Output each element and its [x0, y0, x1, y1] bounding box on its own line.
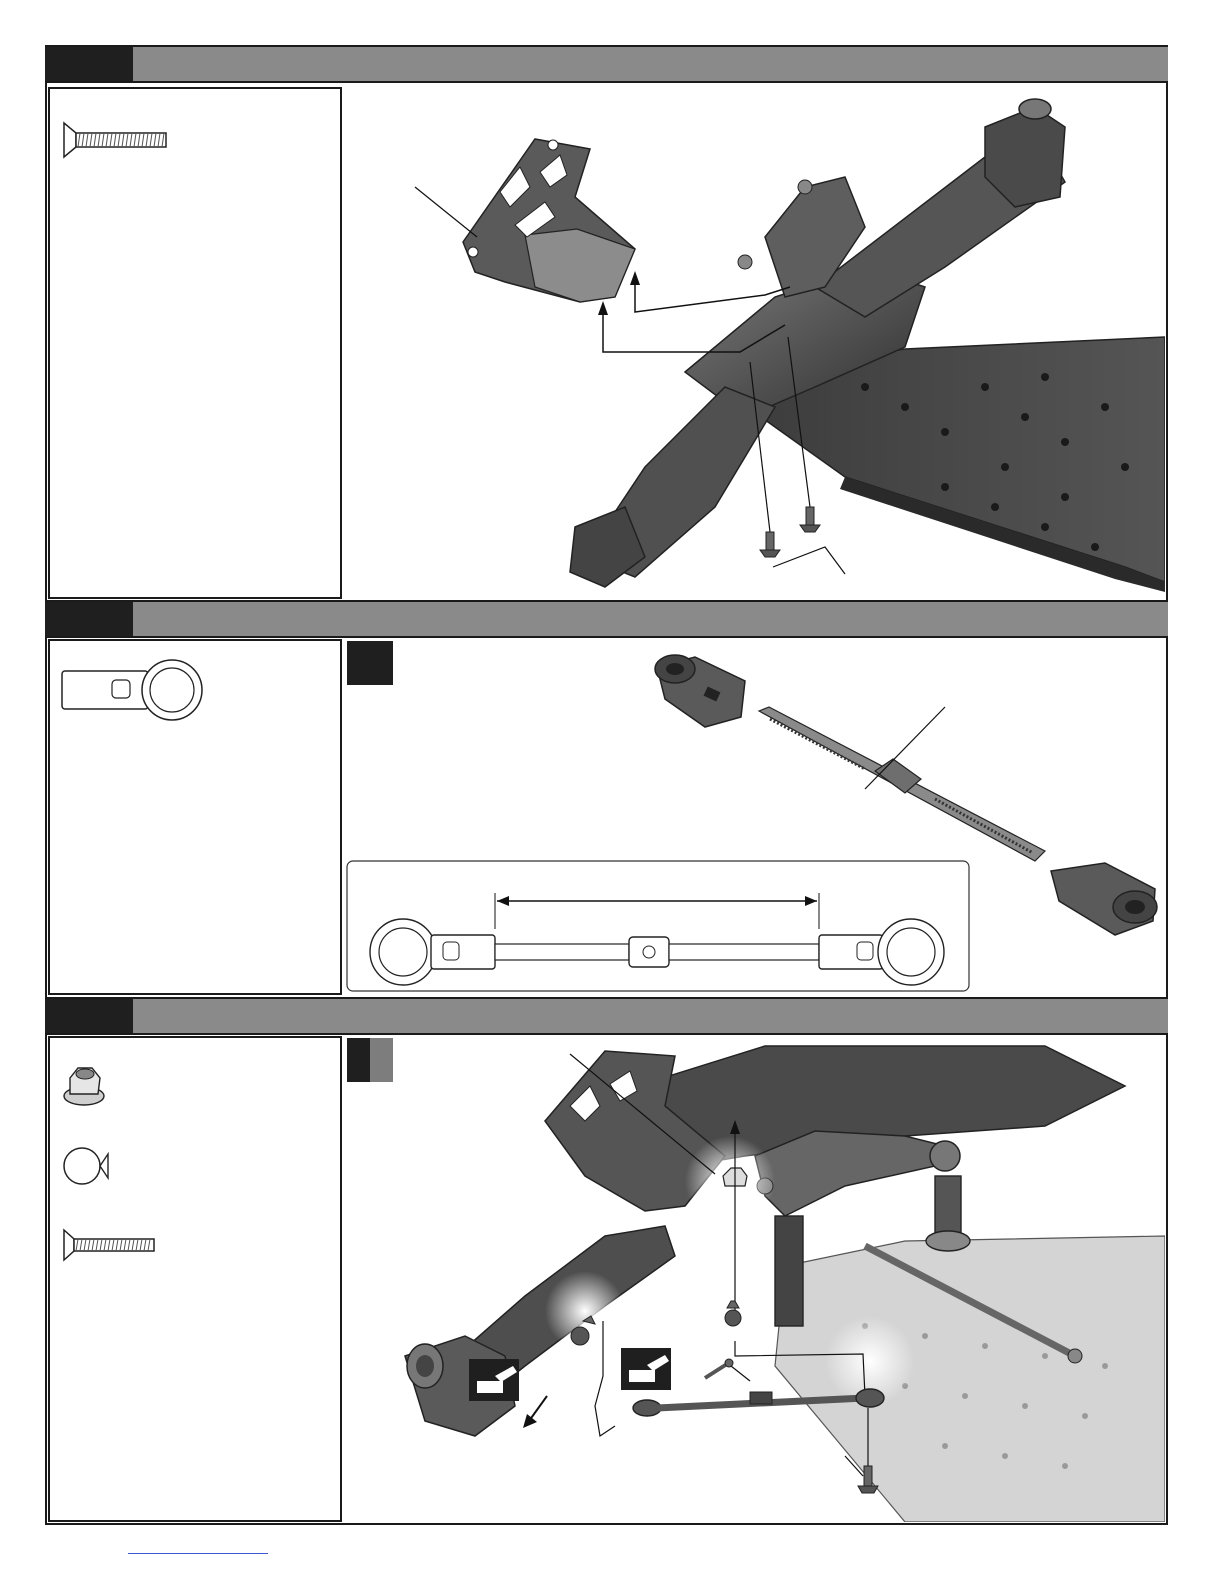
tie-rod-drawing	[345, 639, 1165, 995]
flat-head-screw-icon	[50, 89, 340, 179]
bumper-chassis-drawing	[345, 87, 1165, 599]
flat-head-screw-icon	[800, 507, 820, 532]
step-number	[45, 999, 133, 1033]
pivot-ball-icon	[64, 1148, 108, 1184]
step-header	[45, 45, 1168, 83]
step-tie-rod	[45, 600, 1168, 997]
assembly-illustration	[345, 1036, 1165, 1522]
front-bumper	[463, 139, 635, 302]
parts-box	[48, 639, 342, 995]
parts-box	[48, 1036, 342, 1522]
parts-box	[48, 87, 342, 599]
step-header	[45, 600, 1168, 638]
step-steering-link	[45, 997, 1168, 1525]
flat-head-screw-icon	[64, 1230, 154, 1260]
step-number	[45, 47, 133, 81]
flanged-lock-nut-icon	[64, 1068, 104, 1105]
step-header	[45, 997, 1168, 1035]
step-front-bumper	[45, 45, 1168, 600]
rod-end-bottom	[1051, 863, 1157, 935]
rod-end-icon	[50, 641, 340, 731]
steering-link-drawing	[345, 1036, 1165, 1522]
sub-step-tab	[347, 641, 393, 685]
flat-head-screw-icon	[760, 532, 780, 557]
sub-step-tab	[347, 1038, 393, 1082]
parts-list-drawing	[50, 1038, 340, 1288]
length-gauge-panel	[347, 861, 969, 991]
thread-lock-icon	[469, 1359, 519, 1401]
assembly-illustration	[345, 87, 1165, 599]
pivot-ball-icon	[725, 1301, 741, 1326]
thread-lock-icon	[621, 1348, 671, 1390]
footer-link-underline[interactable]	[128, 1553, 268, 1554]
threaded-rod	[759, 707, 1045, 861]
flat-head-screw-icon	[705, 1359, 733, 1378]
rod-end-top	[655, 655, 745, 727]
steering-plate	[755, 1131, 945, 1216]
step-number	[45, 602, 133, 636]
assembly-illustration	[345, 639, 1165, 995]
